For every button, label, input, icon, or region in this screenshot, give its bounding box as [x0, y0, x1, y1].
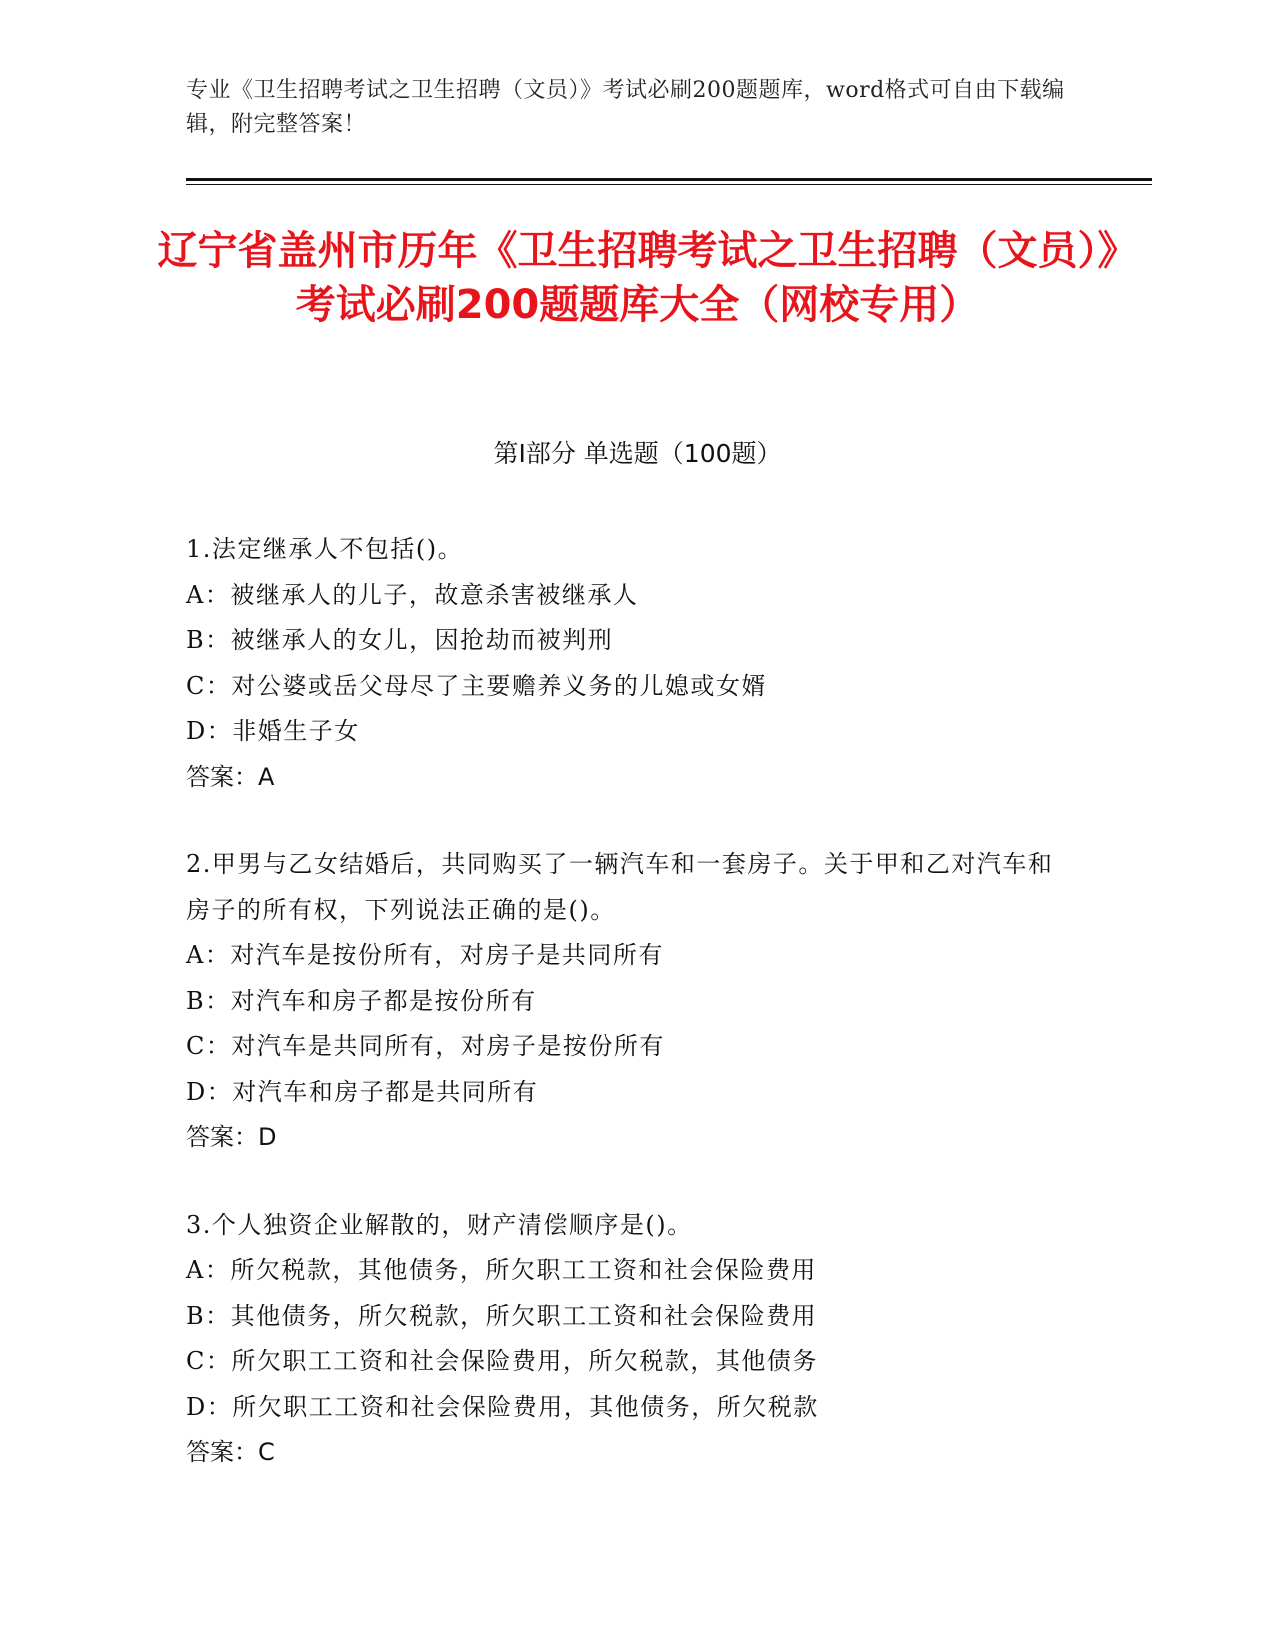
option-a: A：被继承人的儿子，故意杀害被继承人: [186, 580, 639, 609]
option-c: C：对公婆或岳父母尽了主要赡养义务的儿媳或女婿: [186, 671, 767, 700]
question-stem: 3.个人独资企业解散的，财产清偿顺序是()。: [186, 1210, 693, 1239]
option-c: C：所欠职工工资和社会保险费用，所欠税款，其他债务: [186, 1347, 818, 1375]
option-d: D：对汽车和房子都是共同所有: [186, 1077, 539, 1106]
option-b: B：对汽车和房子都是按份所有: [186, 986, 537, 1015]
question-3: [186, 1203, 1066, 1476]
header-rule-thick: [186, 178, 1152, 181]
question-stem: 1.法定继承人不包括()。: [186, 535, 464, 563]
answer: 答案：D: [186, 1123, 277, 1151]
option-b: B：被继承人的女儿，因抢劫而被判刑: [186, 626, 614, 654]
answer: 答案：A: [186, 762, 275, 791]
section-heading: 第Ⅰ部分 单选题（100题）: [493, 439, 782, 468]
question-1: [186, 527, 1066, 800]
option-a: A：对汽车是按份所有，对房子是共同所有: [186, 941, 664, 969]
answer: 答案：C: [186, 1438, 275, 1466]
question-2: [186, 842, 1066, 1161]
option-d: D：所欠职工工资和社会保险费用，其他债务，所欠税款: [186, 1392, 819, 1421]
option-b: B：其他债务，所欠税款，所欠职工工资和社会保险费用: [186, 1301, 818, 1330]
option-c: C：对汽车是共同所有，对房子是按份所有: [186, 1032, 665, 1060]
document-title: 辽宁省盖州市历年《卫生招聘考试之卫生招聘（文员）》考试必刷200题题库大全（网校专用）: [157, 228, 1118, 328]
question-stem: 2.甲男与乙女结婚后，共同购买了一辆汽车和一套房子。关于甲和乙对汽车和房子的所有权，下列说法正确的是()。: [186, 850, 1054, 924]
header-rule-thin: [186, 184, 1152, 185]
header-note: 专业《卫生招聘考试之卫生招聘（文员）》考试必刷200题题库，word格式可自由下载编辑，附完整答案！: [186, 78, 1065, 137]
option-a: A：所欠税款，其他债务，所欠职工工资和社会保险费用: [186, 1256, 817, 1284]
option-d: D：非婚生子女: [186, 717, 360, 745]
question-list: [186, 527, 1066, 1518]
